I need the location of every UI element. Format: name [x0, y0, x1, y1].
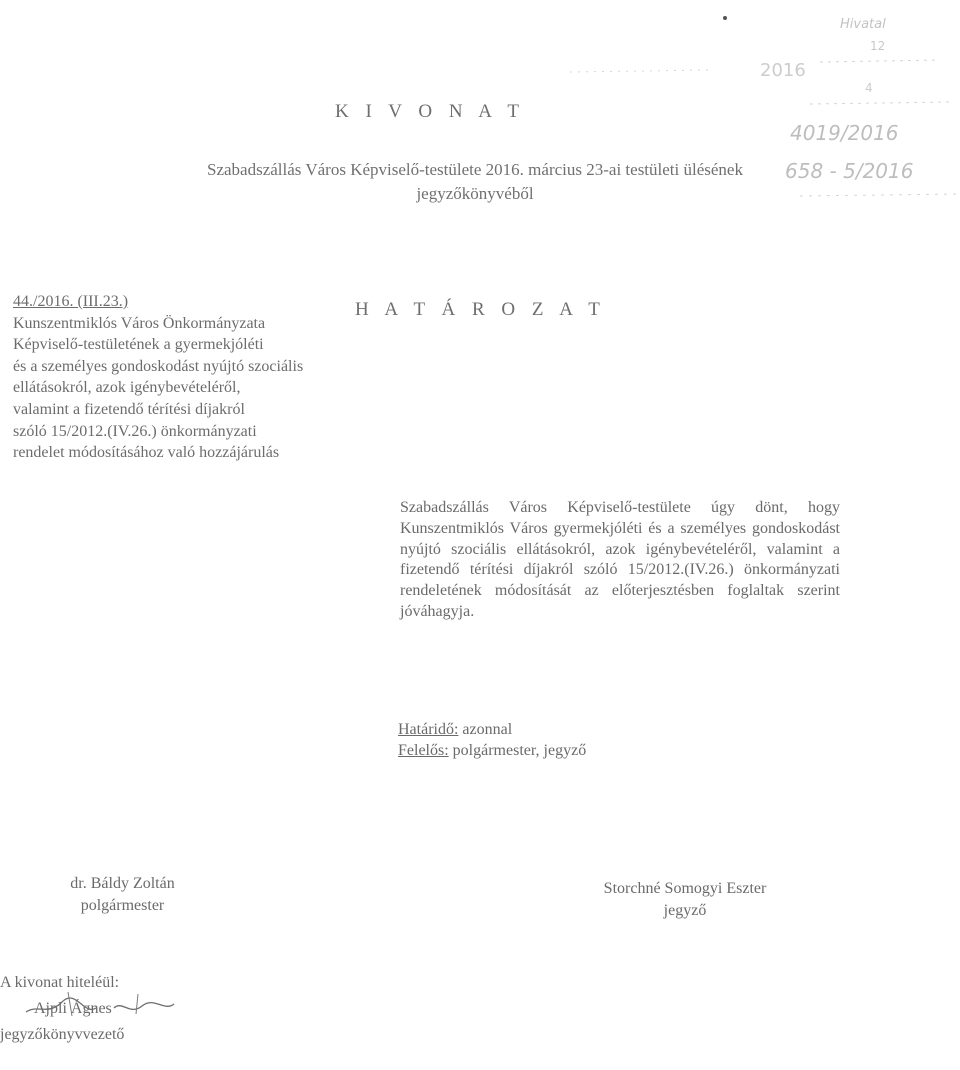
subject-line: ellátásokról, azok igénybevételéről,: [13, 379, 241, 397]
mayor-name: dr. Báldy Zoltán: [70, 875, 175, 892]
subject-line: rendelet módosításához való hozzájárulás: [13, 444, 280, 462]
stamp-text-1: Hivatal: [840, 17, 886, 32]
decision-heading: H A T Á R O Z A T: [355, 299, 606, 320]
subject-line: valamint a fizetendő térítési díjakról: [13, 400, 245, 418]
notary-name: Storchné Somogyi Eszter: [603, 880, 767, 897]
stamp-text-3: 2016: [760, 60, 806, 81]
responsible-row: [398, 740, 586, 761]
subtitle-line-1: Szabadszállás Város Képviselő-testülete 2016. március 23-ai testületi ülésének: [207, 160, 743, 179]
certification-label: A kivonat hiteléül:: [0, 974, 120, 991]
document-title: K I V O N A T: [335, 101, 525, 122]
subject-line: és a személyes gondoskodást nyújtó szociális: [13, 357, 304, 375]
deadline-row: [398, 719, 586, 740]
resolution-number: 44./2016. (III.23.): [13, 293, 129, 310]
resolution-subject: [13, 291, 413, 464]
document-subtitle: [80, 158, 870, 206]
notary-title: jegyző: [663, 902, 707, 919]
subject-line: Kunszentmiklós Város Önkormányzata: [13, 314, 266, 332]
subject-line: Képviselő-testületének a gyermekjóléti: [13, 336, 264, 354]
certifier-name: Ajpli Ágnes: [34, 1000, 112, 1017]
mayor-signature-block: [10, 873, 235, 917]
notary-signature-block: [520, 878, 850, 922]
responsible-value: polgármester, jegyző: [448, 742, 587, 759]
certification-block: [0, 970, 124, 1048]
stamp-handwritten-reg-1: 4019/2016: [790, 121, 899, 145]
subject-line: szóló 15/2012.(IV.26.) önkormányzati: [13, 422, 257, 440]
decision-body: Szabadszállás Város Képviselő-testülete úgy dönt, hogy Kunszentmiklós Város gyermekjóléti és a személyes gondoskodást nyújtó szociális ellátásokról, azok igénybevételéről, valamint a fizetendő térítési díjakról szóló 15/2012.(IV.26.) önkormányzati rendeletének módosítását az előterjesztésben foglaltak szerint jóváhagyja.: [400, 499, 840, 620]
stamp-text-4: 4: [865, 81, 873, 95]
stamp-text-2: 12: [870, 39, 886, 53]
certifier-title: jegyzőkönyvvezető: [0, 1026, 125, 1043]
stamp-handwritten-reg-2: 658 - 5/2016: [785, 159, 914, 183]
subtitle-line-2: jegyzőkönyvéből: [416, 184, 534, 203]
deadline-value: azonnal: [458, 721, 513, 738]
responsible-label: Felelős:: [398, 742, 449, 759]
mayor-title: polgármester: [80, 897, 165, 914]
deadline-responsible: [398, 719, 586, 761]
deadline-label: Határidő:: [398, 721, 459, 738]
